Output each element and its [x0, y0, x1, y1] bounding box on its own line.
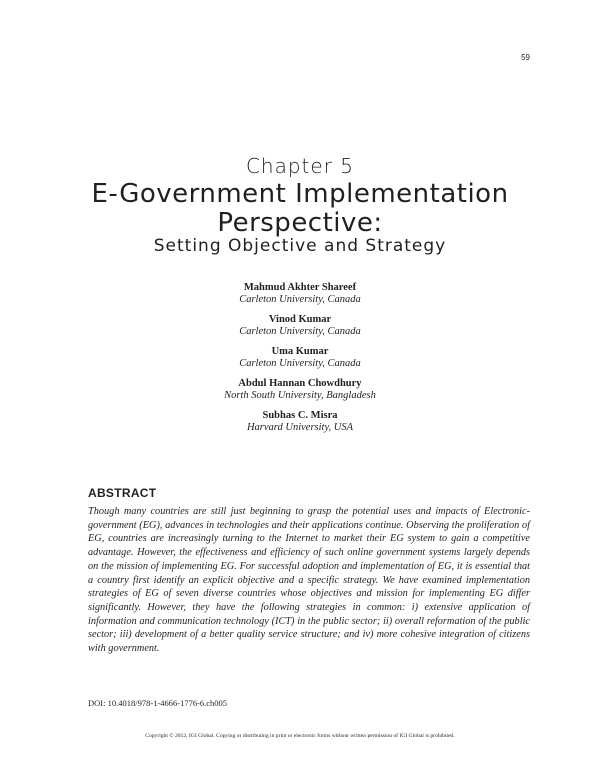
author-entry: [0, 410, 600, 434]
author-affiliation: Carleton University, Canada: [239, 326, 361, 337]
author-entry: [0, 346, 600, 370]
page-number: 59: [521, 53, 530, 62]
chapter-subtitle: Setting Objective and Strategy: [153, 236, 447, 256]
chapter-title-line-1: E-Government Implementation: [91, 179, 509, 209]
abstract-heading: ABSTRACT: [88, 486, 157, 500]
author-entry: [0, 314, 600, 338]
author-name: Abdul Hannan Chowdhury: [238, 378, 362, 389]
chapter-title-line-2: Perspective:: [217, 208, 383, 238]
author-name: Uma Kumar: [271, 346, 329, 357]
author-affiliation: Carleton University, Canada: [239, 358, 361, 369]
chapter-label: Chapter 5: [245, 154, 355, 178]
copyright-notice: Copyright © 2012, IGI Global. Copying or distributing in print or electronic forms without written permission of IGI Global is prohibited.: [145, 733, 455, 739]
author-name: Mahmud Akhter Shareef: [243, 282, 357, 293]
author-name: Vinod Kumar: [268, 314, 332, 325]
author-affiliation: North South University, Bangladesh: [224, 390, 376, 401]
author-name: Subhas C. Misra: [262, 410, 338, 421]
doi-line: DOI: 10.4018/978-1-4666-1776-6.ch005: [88, 698, 228, 708]
author-entry: [0, 378, 600, 402]
author-affiliation: Carleton University, Canada: [239, 294, 361, 305]
chapter-title: [0, 180, 600, 238]
abstract-text: Though many countries are still just beginning to grasp the potential uses and impacts of Electronic-government (EG), advances in technologies and their applications continue. Observing the proliferation of EG, countries are increasingly turning to the Internet to market their EG system to gain a competitive advantage. However, the effectiveness and efficiency of such online government systems largely depends on the mission of implementing EG. For successful adoption and implementation of EG, it is essential that a country first identify an explicit objective and a specific strategy. We have examined implementation strategies of EG of seven diverse countries whose objectives and mission for implementing EG differ significantly. However, they have the following strategies in common: i) extensive application of information and communication technology (ICT) in the public sector; ii) overall reformation of the public sector; iii) development of a better quality service structure; and iv) more cohesive integration of citizens with government.: [88, 506, 530, 655]
author-list: [0, 282, 600, 442]
author-affiliation: Harvard University, USA: [246, 422, 354, 433]
author-entry: [0, 282, 600, 306]
